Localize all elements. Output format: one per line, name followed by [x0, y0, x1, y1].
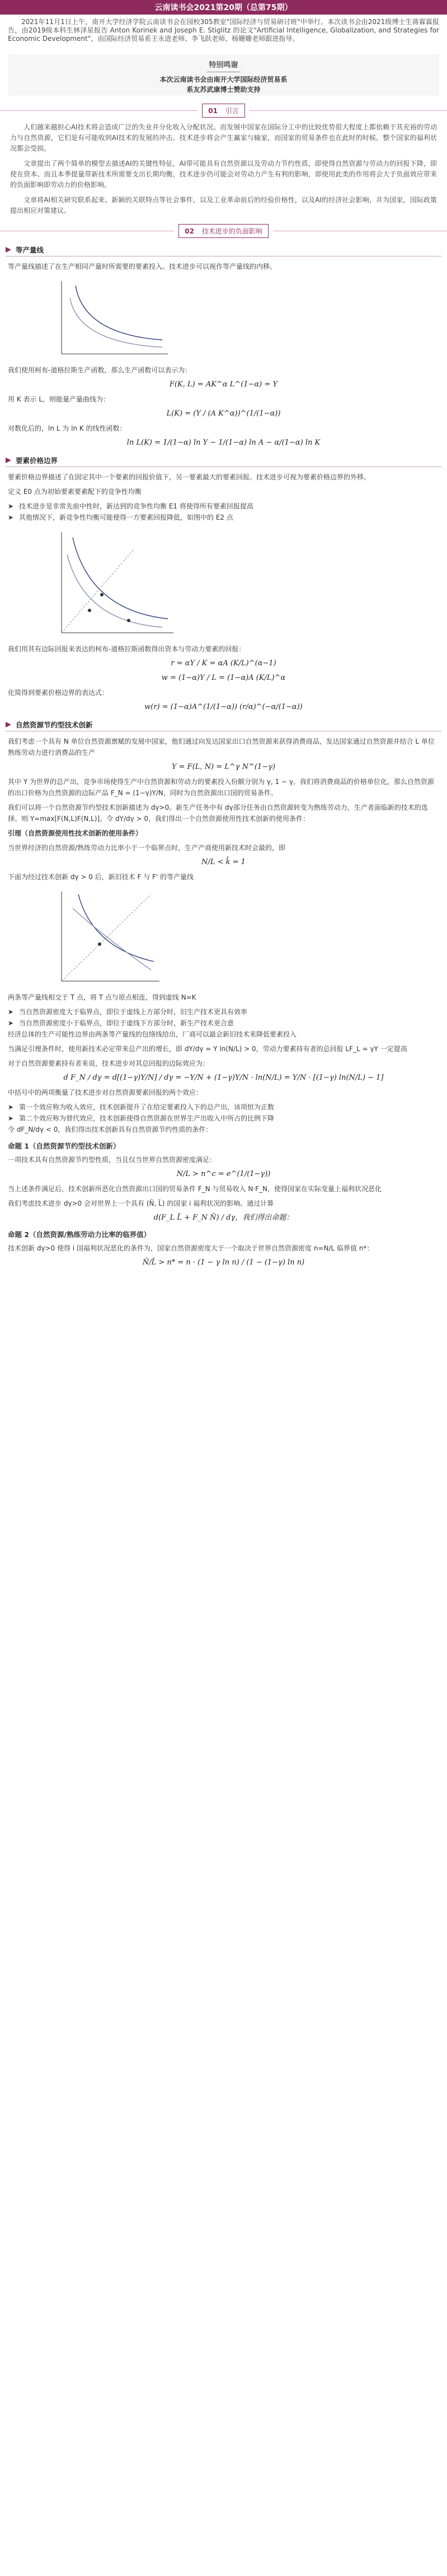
list-item-text: 当自然资源密度小于临界点，即位于虚线下方部分时，新生产技术更合意: [19, 1019, 234, 1027]
subsection-resource-body-4: [0, 1124, 447, 1135]
intersection-point-t: [98, 942, 101, 946]
paragraph: 经济总体的生产可能性边界由两条等产量线的包络线给出，厂商可以最会新旧技术来降低要素投入: [8, 1030, 297, 1038]
tech-isoquant-graph: [50, 886, 447, 988]
paragraph: 对数化后的，ln L 为 ln K 的线性函数：: [8, 424, 126, 432]
paragraph: 文章将AI相关研究联系起来、新颖的关联特点等社会事件，以及工业革命前后的经验价格性，以及AI的经济社会影响，并为国家，国际政策提出相应对策建议。: [10, 196, 437, 214]
subsection-resource-body: [0, 736, 447, 883]
formula: w = (1−α)Y / L = (1−α)A (K/L)^α: [161, 674, 286, 682]
ray-line: [62, 549, 134, 633]
formula: ln L(K) = 1/(1−α) ln Y − 1/(1−α) ln A − α/(1−α) ln K: [126, 438, 321, 447]
paragraph: 我们使用柯布-道格拉斯生产函数，那么生产函数可以表示为：: [8, 366, 192, 374]
ray-line: [62, 894, 151, 981]
article-title: 云南读书会2021第20期（总第75期）: [154, 3, 293, 12]
isoquant-F: [78, 894, 154, 962]
paragraph: 我们用其有边际回报来表达的柯布-道格拉斯函数得出资本与劳动力要素的回报：: [8, 645, 246, 653]
list-item-text: 第二个效应称为替代效应，技术创新使得自然资源在世界生产出收入中所占的比例下降: [19, 1114, 275, 1122]
subsection-isoquant-body: [0, 261, 447, 272]
list-item-text: 第一个效应称为收入效应，技术创新提升了在给定要素投入下的总产出，该项恒为正数: [19, 1103, 275, 1111]
paragraph: 用 K 表示 L，则能量产量曲线为：: [8, 395, 110, 403]
paragraph: 要素价格边界描述了在固定其中一个要素的回报价值下，另一要素最大的要素回报。技术进步可视为要素价格边界的外移。: [8, 473, 371, 481]
arrow-icon: ➤: [8, 1103, 14, 1111]
subsection-fpf-formulas: [0, 643, 447, 713]
paragraph: 人们越来越担心AI技术将会造成广泛的失业并分化收入分配状况。而发展中国家在国际分工中的比较优势很大程度上都依赖于其充裕的劳动力与自然资源，它们是有可能收到AI技术的发展的冲击。技术进步将会产生赢家与输家，而国家的贸易条件也在此时的时候。整个国家的福利状况都会受损。: [10, 123, 437, 152]
paragraph: 文章提出了两个简单的模型去描述AI的关键性特征，AI带可能具有自然资源以及劳动力节约性质，即使得自然资源与劳动力的回报下降，即使在资本、而且本季提量带新技术所需要支出长期均衡，技术进步仍可能会对劳动力产生有利的影响，即使用此类的作用将会大于负面效应带来的负面影响即劳动力的价格影响。: [10, 160, 437, 189]
paragraph: 对于自然资源要素持有者来说，技术进步对其总回报的边际效应为：: [8, 1060, 210, 1067]
subsection-resource-body-3: [0, 1029, 447, 1098]
subsection-isoquant-header: [6, 244, 441, 256]
section-1-header: [0, 104, 447, 118]
section-1-title: 引言: [225, 107, 239, 115]
isoquant-svg: [50, 276, 173, 360]
proposition-2-body: [0, 1243, 447, 1268]
section-2-title: 技术进步的负面影响: [201, 227, 262, 235]
triangle-marker-icon: [6, 722, 11, 727]
formula: Ñ/L̃ > n* = n · (1 − γ ln n) / (1 − (1−γ) ln n): [142, 1258, 305, 1267]
arrow-icon: ➤: [8, 1114, 14, 1122]
paragraph: 两条等产量线相交于 T 点，将 T 点与原点相连，得到虚线 N=K: [8, 993, 196, 1001]
section-2-number: 02: [185, 227, 194, 235]
factor-price-graph: [50, 526, 447, 640]
sponsor-line-1: 本次云南读书会由南开大学国际经济贸易系: [159, 76, 288, 83]
triangle-marker-icon: [6, 458, 11, 463]
isoquant-F-prime: [73, 908, 151, 970]
formula: F(K, L) = AK^α L^(1−α) = Y: [169, 380, 278, 389]
divider: [0, 110, 197, 111]
paragraph: 下面为经过技术创新 dγ > 0 后，新旧技术 F 与 F' 的等产量线: [8, 873, 194, 881]
section-1-tag: [202, 104, 245, 118]
sponsor-line-2: 系友苏武康博士赞助支持: [186, 86, 261, 94]
subsection-resource-body-2: [0, 992, 447, 1003]
lemma-title: 引理（自然资源使用性技术创新的使用条件）: [8, 829, 143, 837]
equilibrium-point-e2: [127, 619, 130, 622]
list-item-text: 其他情况下，新竞争性均衡可能使得一方要素回报降低，如图中的 E2 点: [19, 514, 233, 521]
subsection-resource-header: [6, 718, 441, 731]
subsection-title: 等产量线: [16, 246, 44, 254]
sponsor-box: [8, 54, 439, 96]
paragraph: 技术创新 dγ>0 使得 i 国福利状况恶化的条件为，国家自然资源密度大于一个取决于世界自然资源密度 n=N/L 临界值 n*：: [8, 1244, 374, 1252]
arrow-icon: ➤: [8, 502, 14, 510]
formula: N/L > n^c = e^(1/(1−γ)): [176, 1170, 271, 1178]
frontier-curve-old: [67, 554, 162, 627]
sponsor-heading: 特别鸣谢: [209, 61, 238, 69]
divider: [250, 110, 447, 111]
subsection-title: 自然资源节约型技术创新: [16, 721, 93, 729]
equilibrium-point-e1: [100, 593, 103, 596]
paragraph: 我们考虑技术进步 dγ>0 会对世界上一个具有 (Ñ, L̃) 的国家 i 福利状况的影响。通过计算: [8, 1200, 274, 1207]
section-1-body: [0, 122, 447, 216]
paragraph: 当满足引理条件时，使用新技术必定带来总产出的增长，即 dY/dγ = Y ln(N/L) > 0，劳动力要素持有者的总回报 LF_L = γY 一定提高: [8, 1045, 407, 1053]
formula: Y = F(L, N) = L^γ N^(1−γ): [171, 763, 276, 771]
proposition-1-body: [0, 1154, 447, 1224]
paragraph: 当世界经济的自然资源/熟练劳动力比率小于一个临界点时，生产产商使用新技术时会最的，即: [8, 844, 286, 852]
proposition-2-title: 命题 2（自然资源/熟练劳动力比率的临界值）: [8, 1230, 151, 1239]
arrow-icon: ➤: [8, 1019, 14, 1027]
section-2-header: [0, 224, 447, 238]
proposition-part-ii: 当上述条件满足后，技术创新所恶化自然资源出口国的贸易条件 F_N 与贸易收入 N·F_N，使得国家在实际变量上福利状况恶化: [8, 1185, 382, 1193]
formula: r = αY / K = αA (K/L)^(α−1): [171, 659, 276, 668]
subsection-title: 要素价格边界: [16, 456, 58, 465]
list-item-text: 技术进步是非常先前中性时，新达到的竞争性均衡 E1 将使得所有要素回报提高: [19, 502, 253, 510]
proposition-1-title: 命题 1（自然资源节约型技术创新）: [8, 1142, 120, 1150]
list-item: [0, 1113, 447, 1124]
arrow-icon: ➤: [8, 1008, 14, 1016]
paragraph: 我们考虑一个具有 N 单位自然资源禀赋的发展中国家，他们通过向发达国家出口自然资源来获得消费商品，发达国家通过自然资源并结合 L 单位熟练劳动力进行消费品的生产: [8, 738, 435, 757]
list-item-text: 当自然资源密度大于临界点，即位于虚线上方部分时，旧生产技术更具有效率: [19, 1008, 248, 1016]
section-2-tag: [178, 224, 269, 238]
isoquant-curve-old: [76, 286, 162, 340]
paragraph: 中括号中的两项衡量了技术进步对自然资源要素回报的两个效应：: [8, 1089, 203, 1096]
arrow-icon: ➤: [8, 514, 14, 521]
proposition-part-i: 一项技术具有自然资源节约型性质，当且仅当世界自然资源密度满足：: [8, 1156, 217, 1164]
section-1-number: 01: [208, 107, 218, 115]
paragraph: 其中 Y 为世界的总产出，竞争市场使得生产中自然资源和劳动力的要素投入份额分别为 γ, 1 − γ。我们将消费商品的价格单位化，那么自然资源的出口价格为自然资源的边际产品 F_N = (1−γ)Y/N，同时为自然资源出口国的贸易条件。: [8, 778, 434, 797]
formula: d(F_L L̃ + F_N Ñ) / dγ，我们得出命题：: [153, 1214, 294, 1222]
subsection-fpf-body: [0, 472, 447, 497]
formula: d F_N / dγ = d[(1−γ)Y/N] / dγ = −Y/N + (1−γ)Y/N · ln(N/L) = Y/N · [(1−γ) ln(N/L) − 1]: [63, 1074, 384, 1082]
subsection-fpf-header: [6, 454, 441, 467]
isoquant-graph: [50, 276, 447, 361]
factor-price-svg: [50, 526, 179, 638]
subsection-isoquant-formulas: [0, 365, 447, 449]
paragraph: 等产量线描述了在生产相同产量时所需要的要素投入。技术进步可以视作等产量线的内移。: [8, 263, 277, 270]
equilibrium-point-e0: [88, 609, 91, 612]
paragraph: 定义 E0 点为初始要素要素配下的竞争性均衡: [8, 488, 142, 496]
list-item: [0, 501, 447, 512]
paragraph: 化简得到要素价格边界的表达式：: [8, 689, 109, 697]
article-header: [0, 0, 447, 15]
tech-isoquant-svg: [50, 886, 162, 987]
list-item: [0, 1018, 447, 1029]
formula: L(K) = (Y / (A K^α))^(1/(1−α)): [166, 409, 281, 418]
list-item: [0, 1006, 447, 1018]
list-item: [0, 1102, 447, 1113]
isoquant-curve-new: [70, 298, 162, 347]
intro-text: 2021年11月1日上午，南开大学经济学院云南读书会在园校305教室"国际经济与贸易研讨班"中举行。本次读书会由2021级博士生蒋霖霖报告，由2019级本科生林泽星报告 Anton Korinek and Joseph E. Stiglitz 的论文"Artificial Intelligence, Globalization, and Strategies for Economic Development"，由国际经济贸易系王永进老师、李飞跃老师、杨姗姗老师跟进指导。: [8, 18, 439, 43]
paragraph: 令 dF_N/dγ < 0，我们得出技术创新具有自然资源节约性质的条件：: [8, 1126, 213, 1133]
paragraph: 我们可以将一个自然资源节约型技术创新描述为 dγ>0。新生产任务中有 dγ部分任务由自然资源转变为熟练劳动力，生产者面临新的技术的选择。则 Y=max[F(N,L)F(N,L)]。令 dY/dγ > 0，我们得出一个自然资源使用性技术创新的使用条件：: [8, 804, 428, 823]
frontier-curve-new: [73, 538, 168, 619]
intro-block: [0, 15, 447, 43]
list-item: [0, 512, 447, 523]
triangle-marker-icon: [6, 247, 11, 253]
formula: w(r) = (1−α)A^(1/(1−α)) (r/α)^(−α/(1−α)): [144, 703, 303, 711]
formula: N/L < k̂ = 1: [201, 858, 246, 866]
